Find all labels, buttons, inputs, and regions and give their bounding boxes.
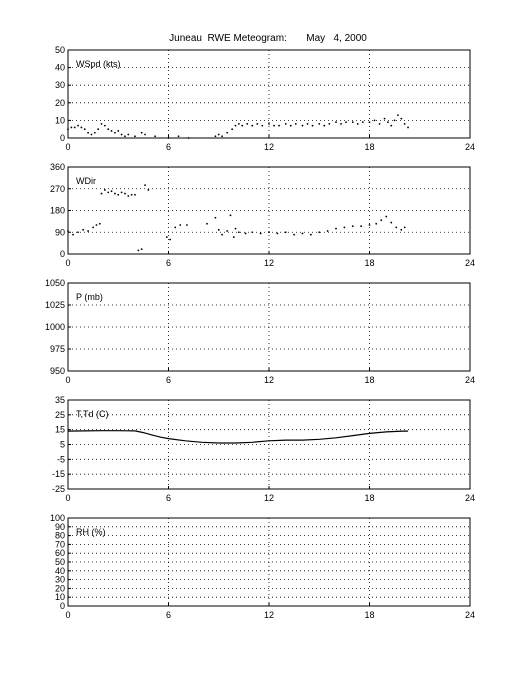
wspd-data-point [273,125,275,127]
wdir-data-point [404,227,406,229]
rh-y-tick-label: 30 [54,574,65,585]
wdir-data-point [218,229,220,231]
wspd-data-point [221,135,223,137]
wdir-x-tick-label: 0 [65,258,71,268]
wspd-data-point [340,123,342,125]
wspd-data-point [390,125,392,127]
wdir-y-tick-label: 180 [49,205,65,216]
rh-y-tick-label: 70 [54,539,65,550]
wdir-data-point [101,193,103,195]
wspd-data-point [111,130,113,132]
wspd-data-point [235,125,237,127]
temp-x-tick-label: 12 [263,493,275,503]
wspd-data-point [295,123,297,125]
wdir-data-point [327,230,329,232]
chart-title: Juneau RWE Meteogram: May 4, 2000 [169,33,367,44]
temp-x-tick-label: 24 [464,493,476,503]
wdir-x-tick-label: 18 [364,258,375,268]
wspd-data-point [318,123,320,125]
wdir-data-point [111,190,113,192]
wspd-data-point [101,123,103,125]
wdir-data-point [144,184,146,186]
wdir-x-tick-label: 6 [165,258,172,268]
wdir-data-point [82,229,84,231]
temp-y-tick-label: -15 [51,469,65,480]
rh-y-tick-label: 40 [54,565,65,576]
wdir-y-tick-label: 0 [59,249,65,259]
temp-y-tick-label: -5 [56,454,65,465]
wdir-data-point [96,224,98,226]
pressure-panel-label: P (mb) [76,292,103,302]
wdir-data-point [99,223,101,225]
wdir-x-tick-label: 12 [263,258,275,268]
pressure-x-tick-label: 18 [364,375,375,385]
wspd-data-point [251,125,253,127]
pressure-y-tick-label: 1050 [44,278,65,288]
wdir-data-point [235,228,237,230]
temp-x-tick-label: 18 [364,493,375,503]
pressure-y-tick-label: 1000 [44,322,65,332]
wspd-data-point [168,137,170,139]
wdir-data-point [276,233,278,235]
rh-y-tick-label: 100 [49,513,65,523]
wdir-data-point [117,194,119,196]
temp-y-tick-label: 25 [54,409,65,420]
rh-y-tick-label: 0 [59,601,65,611]
wspd-y-tick-label: 20 [54,97,65,108]
relative-humidity-panel [50,513,475,620]
temperature-panel [52,395,475,503]
wspd-data-point [154,135,156,137]
wdir-data-point [141,248,143,250]
wspd-data-point [87,132,89,134]
pressure-x-tick-label: 6 [165,375,172,385]
wdir-data-point [174,227,176,229]
wdir-data-point [395,227,397,229]
wdir-data-point [206,223,208,225]
wdir-data-point [343,227,345,229]
wspd-data-point [117,130,119,132]
wdir-y-tick-label: 360 [49,162,65,172]
wdir-data-point [385,216,387,218]
wspd-data-point [394,120,396,122]
rh-x-tick-label: 6 [165,610,172,620]
pressure-y-tick-label: 1025 [44,300,65,310]
wdir-data-point [124,193,126,195]
wspd-data-point [127,134,129,136]
rh-y-tick-label: 20 [54,583,65,594]
wdir-data-point [238,231,240,233]
pressure-x-tick-label: 12 [263,375,275,385]
wdir-data-point [77,231,79,233]
wdir-data-point [302,233,304,235]
wspd-data-point [374,120,376,122]
wspd-panel-label: WSpd (kts) [76,59,121,69]
rh-panel-label: RH (%) [76,527,106,537]
wspd-data-point [369,121,371,123]
wspd-x-tick-label: 24 [464,142,476,152]
wspd-data-point [268,123,270,125]
rh-y-tick-label: 80 [54,530,65,541]
wdir-data-point [179,224,181,226]
wspd-data-point [144,134,146,136]
wspd-data-point [384,118,386,120]
wspd-x-tick-label: 12 [263,142,275,152]
wdir-data-point [310,234,312,236]
wdir-y-tick-label: 90 [54,227,65,238]
wspd-data-point [74,127,76,129]
wdir-panel-label: WDir [76,176,96,186]
wspd-data-point [97,128,99,130]
temp-panel-label: T,Td (C) [76,409,109,419]
wdir-data-point [87,230,89,232]
wspd-data-point [278,125,280,127]
wdir-data-point [318,231,320,233]
wspd-data-point [104,125,106,127]
wdir-data-point [293,234,295,236]
wdir-data-point [245,233,247,235]
rh-x-tick-label: 0 [65,610,71,620]
wspd-data-point [246,123,248,125]
wspd-data-point [307,123,309,125]
wdir-data-point [127,195,129,197]
wdir-data-point [375,223,377,225]
wspd-y-tick-label: 30 [54,80,65,91]
rh-y-tick-label: 60 [54,548,65,559]
pressure-x-tick-label: 24 [464,375,476,385]
wind-direction-panel [50,162,475,268]
temp-x-tick-label: 6 [165,493,172,503]
wdir-data-point [215,217,217,219]
wspd-data-point [352,121,354,123]
wspd-data-point [124,135,126,137]
wspd-data-point [141,132,143,134]
wspd-data-point [362,121,364,123]
rh-y-tick-label: 90 [54,521,65,532]
temp-y-tick-label: 5 [59,439,65,450]
wspd-data-point [335,121,337,123]
wdir-data-point [380,219,382,221]
wdir-x-tick-label: 24 [464,258,476,268]
wspd-data-point [178,135,180,137]
wdir-data-point [352,225,354,227]
wdir-data-point [169,239,171,241]
wdir-data-point [104,189,106,191]
wspd-data-point [121,134,123,136]
wspd-data-point [256,123,258,125]
wdir-data-point [233,236,235,238]
wspd-data-point [70,127,72,129]
wdir-data-point [131,194,133,196]
rh-x-tick-label: 24 [464,610,476,620]
wspd-data-point [67,128,69,130]
wspd-data-point [94,132,96,134]
temp-x-tick-label: 0 [65,493,71,503]
temp-y-tick-label: -25 [51,484,65,494]
wdir-data-point [107,191,109,193]
wdir-data-point [285,231,287,233]
wdir-data-point [121,191,123,193]
wspd-data-point [241,125,243,127]
wspd-data-point [345,121,347,123]
wind-speed-panel [55,45,475,152]
rh-x-tick-label: 18 [364,610,375,620]
wspd-data-point [357,123,359,125]
wspd-data-point [397,114,399,116]
wspd-data-point [290,125,292,127]
wdir-data-point [166,236,168,238]
wspd-y-tick-label: 10 [54,115,65,126]
wspd-data-point [84,128,86,130]
wspd-data-point [328,123,330,125]
wspd-data-point [226,132,228,134]
wdir-data-point [268,231,270,233]
rh-y-tick-label: 50 [54,557,65,567]
wdir-data-point [360,225,362,227]
wdir-data-point [390,222,392,224]
pressure-x-tick-label: 0 [65,375,71,385]
wspd-data-point [379,123,381,125]
temp-y-tick-label: 35 [54,395,65,405]
wspd-data-point [404,123,406,125]
wspd-data-point [387,121,389,123]
wspd-x-tick-label: 6 [165,142,172,152]
wspd-data-point [215,135,217,137]
wspd-data-point [114,132,116,134]
wspd-data-point [188,137,190,139]
wdir-data-point [369,224,371,226]
rh-y-tick-label: 10 [54,592,65,603]
wdir-data-point [221,234,223,236]
pressure-y-tick-label: 975 [49,344,65,354]
wdir-data-point [335,228,337,230]
wdir-data-point [186,224,188,226]
wdir-data-point [137,249,139,251]
wspd-data-point [218,134,220,136]
wspd-data-point [238,123,240,125]
rh-x-tick-label: 12 [263,610,275,620]
pressure-panel [45,278,475,385]
wspd-data-point [261,125,263,127]
wspd-data-point [407,127,409,129]
pressure-y-tick-label: 950 [49,366,65,376]
wspd-data-point [312,125,314,127]
wspd-data-point [107,128,109,130]
wdir-data-point [226,230,228,232]
wspd-data-point [134,135,136,137]
wspd-data-point [302,125,304,127]
wspd-data-point [91,134,93,136]
wdir-data-point [92,227,94,229]
wspd-y-tick-label: 50 [54,45,65,55]
wspd-data-point [231,128,233,130]
wspd-x-tick-label: 0 [65,142,71,152]
wspd-x-tick-label: 18 [364,142,375,152]
wdir-data-point [114,193,116,195]
wdir-data-point [251,231,253,233]
wdir-data-point [260,233,262,235]
wspd-y-tick-label: 0 [59,133,65,143]
wdir-data-point [400,229,402,231]
wdir-data-point [148,189,150,191]
wspd-y-tick-label: 40 [54,62,65,73]
temp-y-tick-label: 15 [54,424,65,435]
wspd-data-point [81,127,83,129]
wspd-data-point [77,125,79,127]
wspd-data-point [285,123,287,125]
wdir-data-point [134,194,136,196]
wdir-data-point [72,234,74,236]
wspd-data-point [400,118,402,120]
wdir-y-tick-label: 270 [49,183,65,194]
wdir-data-point [67,230,69,232]
wspd-data-point [323,125,325,127]
wdir-data-point [230,214,232,216]
